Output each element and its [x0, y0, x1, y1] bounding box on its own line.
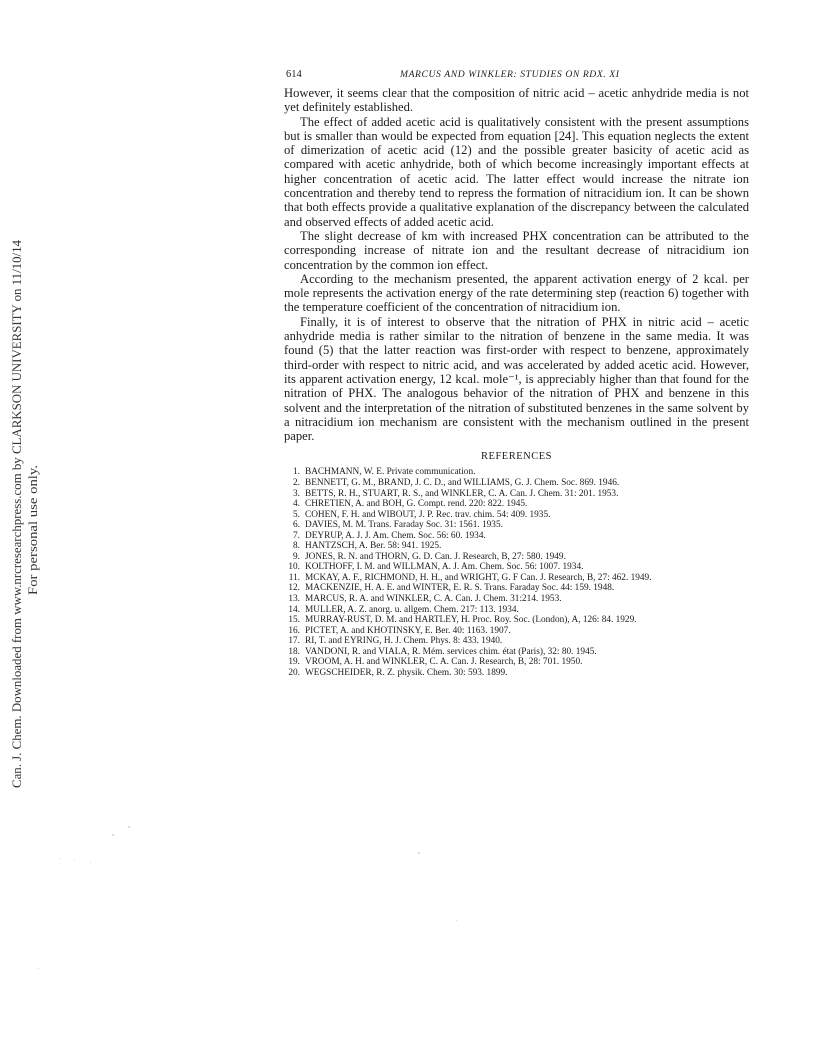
reference-text: DAVIES, M. M. Trans. Faraday Soc. 31: 1561. 1935. — [305, 520, 503, 531]
reference-number: 13. — [288, 593, 300, 604]
reference-item — [284, 531, 749, 542]
reference-item — [284, 489, 749, 500]
reference-item — [284, 562, 749, 573]
reference-text: HANTZSCH, A. Ber. 58: 941. 1925. — [305, 541, 442, 552]
reference-item — [284, 605, 749, 616]
reference-text: CHRETIEN, A. and BOH, G. Compt. rend. 220: 822. 1945. — [305, 499, 528, 510]
references-heading: REFERENCES — [481, 451, 552, 463]
reference-number: 8. — [293, 541, 300, 552]
reference-number: 7. — [293, 530, 300, 541]
reference-text: WEGSCHEIDER, R. Z. physik. Chem. 30: 593. 1899. — [305, 667, 508, 678]
paragraph-2: The effect of added acetic acid is qualitatively consistent with the present assumptions but is smaller than would be expected from equation [24]. This equation neglects the extent of dimerization of acetic acid (12) and the possible greater basicity of acetic acid as compared with acetic anhydride, both of which become increasingly important effects at higher concentration of acetic acid. The latter effect would increase the nitrate ion concentration and thereby tend to repress the formation of nitracidium ion. It can be shown that both effects provide a qualitative explanation of the discrepancy between the calculated and observed effects of added acetic acid. — [284, 114, 749, 229]
reference-number: 4. — [293, 499, 300, 510]
reference-item — [284, 615, 749, 626]
reference-item — [284, 573, 749, 584]
watermark-line-1: Can. J. Chem. Downloaded from www.nrcresearchpress.com by CLARKSON UNIVERSITY on 11/10/14 — [10, 269, 24, 788]
reference-text: MCKAY, A. F., RICHMOND, H. H., and WRIGHT, G. F Can. J. Research, B, 27: 462. 1949. — [305, 572, 652, 583]
reference-list — [284, 467, 749, 678]
reference-item — [284, 499, 749, 510]
reference-item — [284, 626, 749, 637]
reference-number: 3. — [293, 488, 300, 499]
reference-text: PICTET, A. and KHOTINSKY, E. Ber. 40: 1163. 1907. — [305, 625, 511, 636]
reference-number: 1. — [293, 467, 300, 478]
paragraph-4: According to the mechanism presented, the apparent activation energy of 2 kcal. per mole represents the activation energy of the rate determining step (reaction 6) together with the temperature coefficient of the concentration of nitracidium ion. — [284, 271, 749, 315]
reference-text: BACHMANN, W. E. Private communication. — [305, 467, 476, 478]
page-content — [284, 66, 749, 678]
reference-item — [284, 583, 749, 594]
watermark-line-2: For personal use only. — [26, 487, 40, 595]
reference-number: 17. — [288, 636, 300, 647]
reference-number: 19. — [288, 657, 300, 668]
reference-item — [284, 520, 749, 531]
reference-text: MULLER, A. Z. anorg. u. allgem. Chem. 217: 113. 1934. — [305, 604, 519, 615]
reference-item — [284, 478, 749, 489]
page-number: 614 — [286, 69, 302, 80]
article-body — [284, 86, 749, 443]
running-head — [284, 66, 749, 86]
reference-item — [284, 668, 749, 679]
reference-text: MACKENZIE, H. A. E. and WINTER, E. R. S. Trans. Faraday Soc. 44: 159. 1948. — [305, 583, 615, 594]
reference-item — [284, 594, 749, 605]
paragraph-3: The slight decrease of km with increased PHX concentration can be attributed to the corresponding increase of nitrate ion and the resultant decrease of nitracidium ion concentration by the common ion effect. — [284, 228, 749, 272]
paragraph-1: However, it seems clear that the composition of nitric acid – acetic anhydride media is not yet definitely established. — [284, 86, 749, 115]
reference-number: 14. — [288, 604, 300, 615]
download-watermark — [6, 240, 44, 790]
reference-number: 16. — [288, 625, 300, 636]
reference-item — [284, 467, 749, 478]
reference-item — [284, 636, 749, 647]
reference-item — [284, 647, 749, 658]
reference-number: 18. — [288, 646, 300, 657]
reference-text: MARCUS, R. A. and WINKLER, C. A. Can. J. Chem. 31:214. 1953. — [305, 593, 562, 604]
reference-text: MURRAY-RUST, D. M. and HARTLEY, H. Proc. Roy. Soc. (London), A, 126: 84. 1929. — [305, 615, 637, 626]
reference-number: 6. — [293, 520, 300, 531]
reference-number: 9. — [293, 551, 300, 562]
reference-number: 5. — [293, 509, 300, 520]
reference-text: BETTS, R. H., STUART, R. S., and WINKLER, C. A. Can. J. Chem. 31: 201. 1953. — [305, 488, 619, 499]
reference-text: JONES, R. N. and THORN, G. D. Can. J. Research, B, 27: 580. 1949. — [305, 551, 566, 562]
paragraph-5: Finally, it is of interest to observe that the nitration of PHX in nitric acid – acetic anhydride media is rather similar to the nitration of benzene in the same media. It was found (5) that the latter reaction was first-order with respect to benzene, approximately third-order with respect to nitric acid, and was accelerated by added acetic acid. However, its apparent activation energy, 12 kcal. mole⁻¹, is appreciably higher than that found for the nitration of PHX. The analogous behavior of the nitration of PHX and benzene in this solvent and the interpretation of the nitration of substituted benzenes in the same solvent by a nitracidium ion mechanism are consistent with the mechanism outlined in the present paper. — [284, 314, 749, 444]
reference-text: VANDONI, R. and VIALA, R. Mém. services chim. état (Paris), 32: 80. 1945. — [305, 646, 597, 657]
reference-text: RI, T. and EYRING, H. J. Chem. Phys. 8: 433. 1940. — [305, 636, 503, 647]
reference-text: BENNETT, G. M., BRAND, J. C. D., and WILLIAMS, G. J. Chem. Soc. 869. 1946. — [305, 477, 620, 488]
reference-number: 11. — [288, 572, 300, 583]
reference-number: 15. — [288, 615, 300, 626]
reference-item — [284, 541, 749, 552]
reference-number: 12. — [288, 583, 300, 594]
reference-text: VROOM, A. H. and WINKLER, C. A. Can. J. Research, B, 28: 701. 1950. — [305, 657, 583, 668]
reference-text: DEYRUP, A. J. J. Am. Chem. Soc. 56: 60. 1934. — [305, 530, 486, 541]
running-title: MARCUS AND WINKLER: STUDIES ON RDX. XI — [400, 69, 620, 80]
reference-number: 2. — [293, 477, 300, 488]
reference-item — [284, 510, 749, 521]
reference-item — [284, 657, 749, 668]
reference-text: KOLTHOFF, I. M. and WILLMAN, A. J. Am. Chem. Soc. 56: 1007. 1934. — [305, 562, 584, 573]
reference-number: 10. — [288, 562, 300, 573]
reference-item — [284, 552, 749, 563]
reference-number: 20. — [288, 667, 300, 678]
reference-text: COHEN, F. H. and WIBOUT, J. P. Rec. trav. chim. 54: 409. 1935. — [305, 509, 551, 520]
